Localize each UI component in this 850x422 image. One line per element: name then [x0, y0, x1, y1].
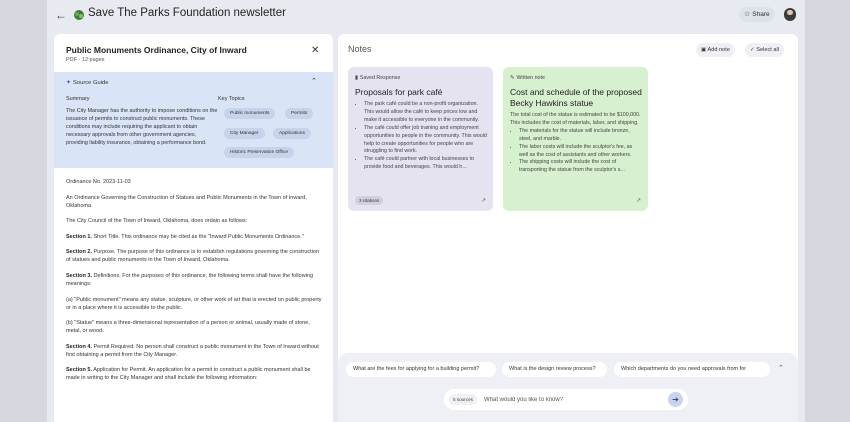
source-guide-toggle[interactable] — [66, 79, 108, 86]
doc-definition-b: (b) "Statue" means a three-dimensional representation of a person or animal, usually made of stone, metal, or wood. — [66, 320, 310, 335]
expand-icon[interactable]: ↗ — [481, 198, 487, 204]
select-all-label: Select all — [756, 47, 779, 53]
topic-chip-permits[interactable]: Permits — [285, 108, 313, 119]
section-text: Short Title. This ordinance may be cited as the "Inward Public Monuments Ordinance." — [91, 233, 304, 240]
topic-chip-public-monuments[interactable]: Public monuments — [224, 108, 275, 119]
section-text: Application for Permit. An application for a permit to construct a public monument shall be made in writing to the City Manager and shall include the following information: — [66, 367, 311, 382]
list-item: • The labor costs will include the sculptor's fee, as well as the cost of assistants and other workers. — [519, 144, 642, 160]
notebook-logo-icon — [73, 9, 85, 21]
close-icon[interactable]: ✕ — [311, 45, 320, 56]
topic-chip-historic-preservation-office[interactable]: Historic Preservation Office — [224, 147, 294, 158]
card-intro: The total cost of the statue is estimated to be $100,000. This includes the cost of materials, labor, and shipping. — [510, 112, 641, 126]
doc-section-1 — [66, 233, 324, 241]
list-item: • The café could offer job training and employment opportunities to people in the community. This would help to create opportunities for people who are struggling to find work. — [364, 125, 487, 157]
suggestion-chip[interactable]: What are the fees for applying for a building permit? — [346, 362, 496, 377]
source-guide-label: Source Guide — [73, 80, 109, 86]
card-kind-label: Written note — [516, 75, 545, 81]
add-note-label: Add note — [707, 47, 730, 53]
sparkle-icon: ✦ — [66, 80, 72, 86]
card-title: Cost and schedule of the proposed Becky Hawkins statue — [510, 87, 642, 108]
doc-paragraph: Ordinance No. 2023-11-03 — [66, 179, 131, 185]
section-text: Definitions. For the purposes of this ordinance, the following terms shall have the following meanings: — [66, 272, 314, 287]
avatar[interactable] — [784, 8, 796, 21]
app-window — [47, 0, 805, 422]
arrow-back-icon[interactable]: ← — [55, 8, 67, 22]
source-meta: PDF · 12 pages — [66, 57, 105, 63]
key-topics-label: Key Topics — [218, 96, 245, 102]
chevron-up-icon[interactable]: ⌃ — [778, 365, 784, 372]
card-kind — [510, 75, 545, 81]
list-item: • The shipping costs will include the cost of transporting the statue from the sculptor's s... — [519, 159, 642, 175]
section-heading: Section 1. — [66, 233, 92, 240]
document-text — [66, 178, 324, 390]
notes-title: Notes — [348, 44, 372, 54]
share-button[interactable] — [739, 7, 775, 22]
topic-chip-applications[interactable]: Applications — [273, 128, 311, 139]
doc-paragraph: An Ordinance Governing the Construction of Statues and Public Monuments in the Town of Inward, Oklahoma — [66, 194, 307, 209]
list-item: • The café could partner with local businesses to provide food and beverages. This would h... — [364, 156, 487, 172]
topic-chip-city-manager[interactable]: City Manager — [224, 128, 265, 139]
notes-panel — [338, 34, 798, 422]
note-card-saved-response[interactable] — [348, 67, 493, 211]
section-text: Permit Required. No person shall construct a public monument in the Town of Inward without first obtaining a permit from the City Manager. — [66, 343, 319, 358]
note-card-written-note[interactable] — [503, 67, 648, 211]
summary-text: The City Manager has the authority to impose conditions on the issuance of permits to construct public monuments. These conditions may include requiring the applicant to obtain necessary approvals from other government agencies, providing liability insurance, obtaining a performance bond. — [66, 108, 218, 147]
source-count-badge[interactable]: 5 sources — [449, 394, 477, 405]
select-all-button[interactable] — [745, 43, 784, 57]
list-item: • The materials for the statue will include bronze, steel, and marble. — [519, 128, 642, 144]
suggestion-chip[interactable]: Which departments do you need approvals from for — [614, 362, 770, 377]
send-icon[interactable]: ➔ — [668, 392, 683, 407]
checkmark-icon: ✓ — [750, 47, 757, 53]
doc-section-5 — [66, 366, 324, 382]
doc-section-2 — [66, 248, 324, 264]
summary-label: Summary — [66, 96, 90, 102]
chat-input[interactable] — [484, 393, 664, 406]
share-icon: ☆ — [744, 11, 751, 18]
note-add-icon: ▣ — [701, 47, 708, 53]
share-label: Share — [752, 11, 770, 18]
top-bar — [47, 0, 805, 30]
add-note-button[interactable] — [696, 43, 735, 57]
citations-badge[interactable]: 3 citations — [355, 196, 383, 205]
expand-icon[interactable]: ↗ — [636, 198, 642, 204]
section-text: Purpose. The purpose of this ordinance is to establish regulations governing the construction of statues and public monuments in the Town of Inward, Oklahoma. — [66, 249, 320, 264]
section-heading: Section 4. — [66, 343, 92, 350]
card-body — [510, 112, 642, 175]
card-kind — [355, 75, 400, 81]
source-guide — [54, 72, 333, 168]
list-item: • The park café could be a non-profit organization. This would allow the café to keep prices low and make it accessible to everyone in the community. — [364, 101, 487, 125]
source-title: Public Monuments Ordinance, City of Inward — [66, 45, 247, 55]
doc-section-3 — [66, 272, 324, 288]
doc-section-4 — [66, 343, 324, 359]
doc-definition-a: (a) "Public monument" means any statue, sculpture, or other work of art that is erected on public property or in a place where it is accessible to the public. — [66, 296, 322, 311]
section-heading: Section 2. — [66, 249, 92, 256]
doc-paragraph: The City Council of the Town of Inward, Oklahoma, does ordain as follows: — [66, 218, 248, 225]
source-panel — [54, 34, 333, 422]
bookmark-icon: ▮ — [355, 75, 358, 81]
chat-area — [338, 353, 798, 422]
section-heading: Section 5. — [66, 367, 92, 374]
suggestion-chip[interactable]: What is the design review process? — [502, 362, 607, 377]
chevron-up-icon[interactable]: ⌃ — [311, 78, 317, 85]
notebook-title[interactable]: Save The Parks Foundation newsletter — [88, 7, 286, 19]
chat-input-box — [444, 389, 688, 410]
card-kind-label: Saved Response — [359, 75, 401, 81]
card-body — [355, 101, 487, 172]
text-fade — [348, 177, 493, 189]
pencil-icon: ✎ — [510, 75, 515, 81]
section-heading: Section 3. — [66, 272, 92, 279]
card-title: Proposals for park café — [355, 87, 443, 97]
